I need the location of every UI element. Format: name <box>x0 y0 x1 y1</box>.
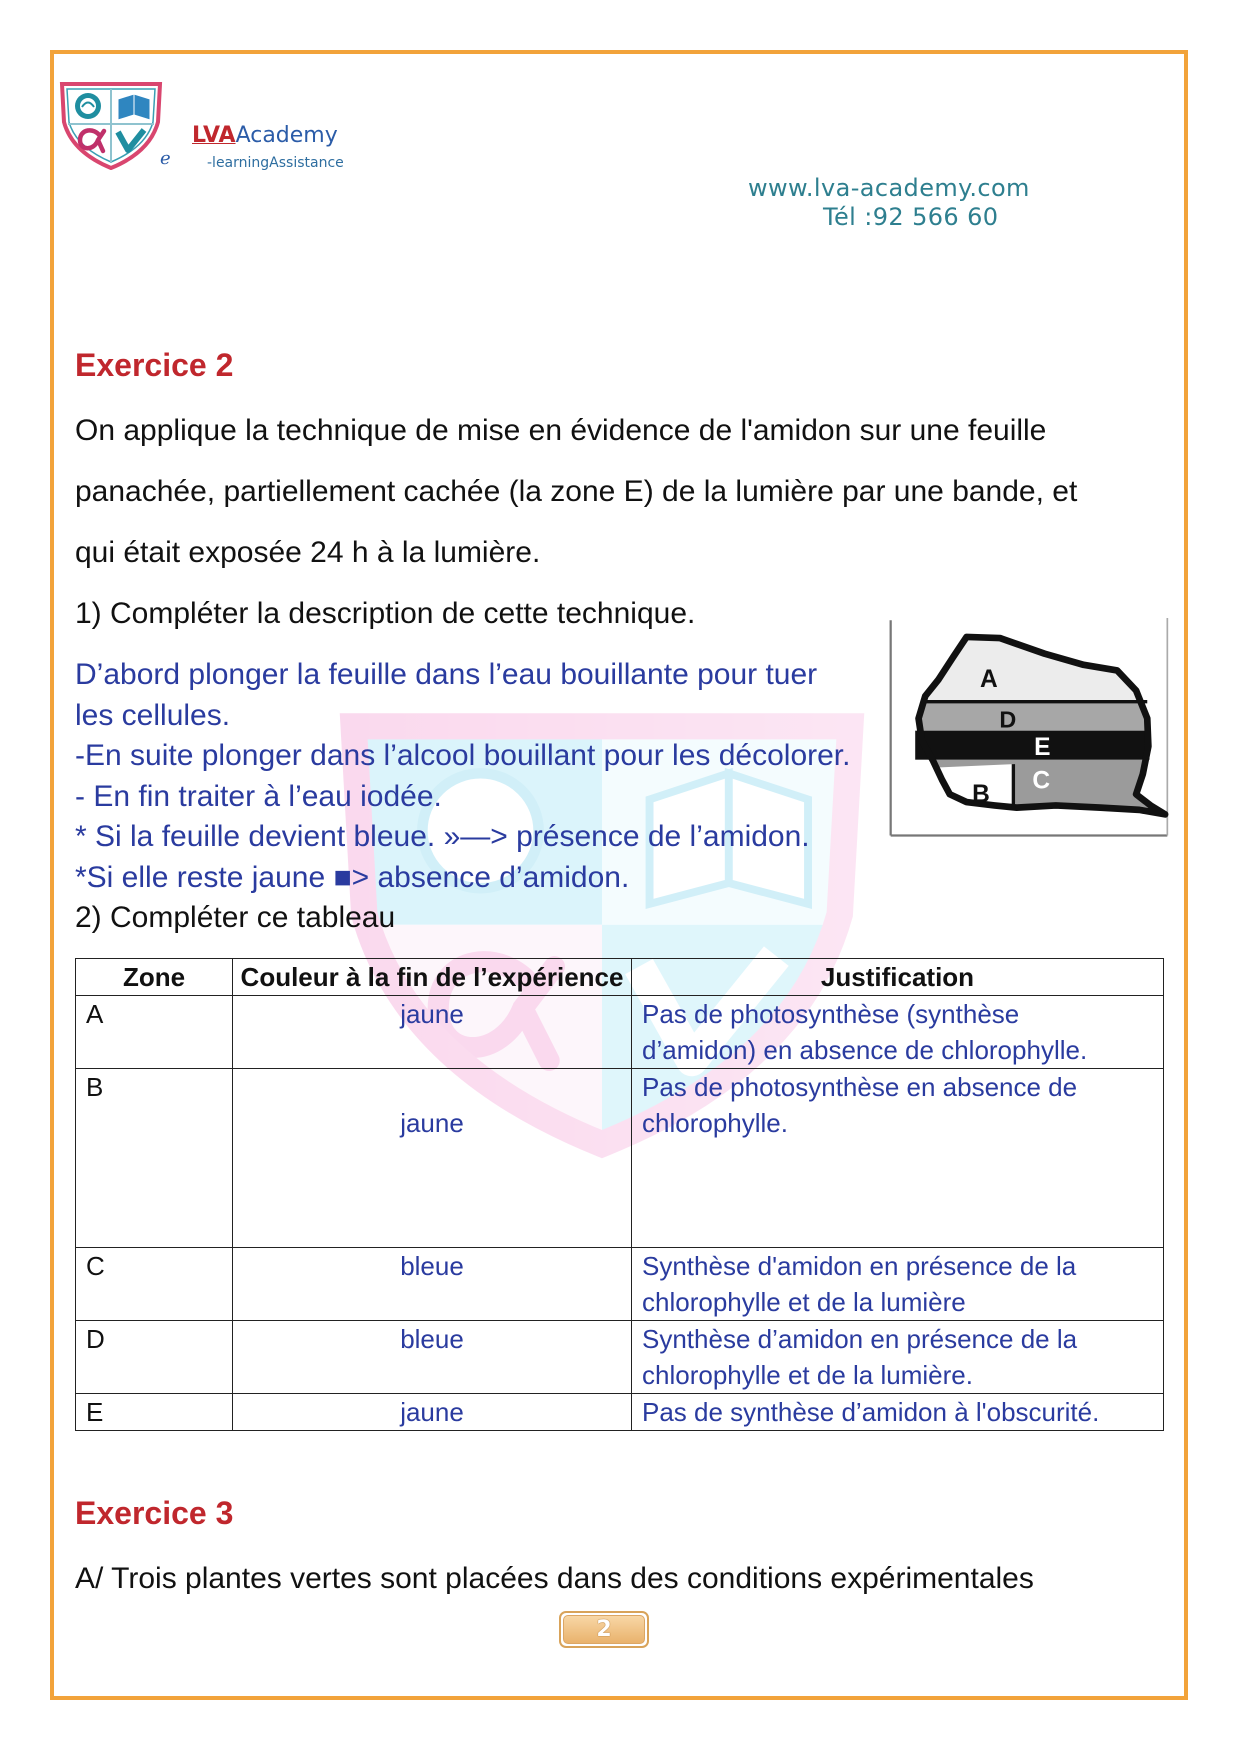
page-number: 2 <box>563 1615 645 1644</box>
justification-cell <box>632 1394 1164 1431</box>
justification-cell <box>632 1069 1164 1248</box>
table-row <box>76 996 1164 1069</box>
justification-line: d’amidon) en absence de chlorophylle. <box>642 1035 1088 1065</box>
justification-line: Pas de synthèse d’amidon à l'obscurité. <box>642 1397 1100 1427</box>
exercise-3-title: Exercice 3 <box>75 1495 234 1531</box>
question-2: 2) Compléter ce tableau <box>75 901 396 934</box>
exercise-3-intro: A/ Trois plantes vertes sont placées dans des conditions expérimentales <box>75 1562 1034 1595</box>
light-blocking-band <box>915 731 1149 760</box>
header-color: Couleur à la fin de l’expérience <box>233 959 632 996</box>
brand-name <box>192 123 338 149</box>
justification-cell <box>632 1248 1164 1321</box>
statement-line: On applique la technique de mise en évidence de l'amidon sur une feuille <box>75 414 1047 447</box>
question-1: 1) Compléter la description de cette technique. <box>75 597 696 630</box>
color-cell: jaune <box>233 1069 632 1248</box>
justification-line: Synthèse d’amidon en présence de la <box>642 1324 1078 1354</box>
color-cell: bleue <box>233 1321 632 1394</box>
headset-icon <box>75 93 101 119</box>
justification-cell <box>632 996 1164 1069</box>
results-table <box>75 958 1164 1431</box>
answer-line: * Si la feuille devient bleue. »—> présence de l’amidon. <box>75 820 810 853</box>
page-number-badge <box>559 1611 649 1648</box>
answer-line: *Si elle reste jaune ■> absence d’amidon. <box>75 860 630 894</box>
brand-academy: Academy <box>235 123 338 148</box>
zone-label-c: C <box>1032 767 1051 795</box>
justification-line: Synthèse d'amidon en présence de la <box>642 1251 1077 1281</box>
justification-line: Pas de photosynthèse (synthèse <box>642 999 1020 1029</box>
statement-line: panachée, partiellement cachée (la zone E) de la lumière par une bande, et <box>75 475 1078 508</box>
table-row <box>76 1321 1164 1394</box>
justification-line: chlorophylle. <box>642 1108 788 1138</box>
zone-label-d: D <box>999 706 1017 733</box>
answer-line: D’abord plonger la feuille dans l’eau bouillante pour tuer <box>75 658 818 691</box>
zone-cell: E <box>76 1394 233 1431</box>
header-justification: Justification <box>632 959 1164 996</box>
table-row <box>76 1069 1164 1248</box>
zone-cell: A <box>76 996 233 1069</box>
exercise-2-statement <box>75 400 1077 644</box>
justification-cell <box>632 1321 1164 1394</box>
zone-cell: B <box>76 1069 233 1248</box>
justification-line: chlorophylle et de la lumière <box>642 1287 966 1317</box>
brand-lva: LVA <box>192 123 236 148</box>
website-link[interactable]: www.lva-academy.com <box>748 174 1030 202</box>
justification-line: Pas de photosynthèse en absence de <box>642 1072 1078 1102</box>
color-cell: jaune <box>233 996 632 1069</box>
zone-cell: D <box>76 1321 233 1394</box>
table-row <box>76 1394 1164 1431</box>
answer-line: les cellules. <box>75 698 231 732</box>
lva-academy-logo <box>58 80 164 170</box>
zone-cell: C <box>76 1248 233 1321</box>
variegated-leaf-figure <box>888 618 1170 840</box>
exercise-2-title: Exercice 2 <box>75 347 234 383</box>
answer-line: -En suite plonger dans l’alcool bouillant pour les décolorer. <box>75 739 851 772</box>
zone-label-b: B <box>972 781 990 809</box>
brand-tagline: -learningAssistance <box>207 155 344 171</box>
color-cell: bleue <box>233 1248 632 1321</box>
zone-label-e: E <box>1034 734 1051 762</box>
zone-label-a: A <box>979 666 998 694</box>
statement-line: qui était exposée 24 h à la lumière. <box>75 536 541 569</box>
answer-line: - En fin traiter à l’eau iodée. <box>75 779 442 813</box>
header-zone: Zone <box>76 959 233 996</box>
answer-1-block <box>75 655 850 939</box>
phone-number: Tél :92 566 60 <box>823 203 999 231</box>
table-row <box>76 1248 1164 1321</box>
brand-e-letter: e <box>160 148 171 169</box>
color-cell: jaune <box>233 1394 632 1431</box>
justification-line: chlorophylle et de la lumière. <box>642 1360 973 1390</box>
table-header-row <box>76 959 1164 996</box>
